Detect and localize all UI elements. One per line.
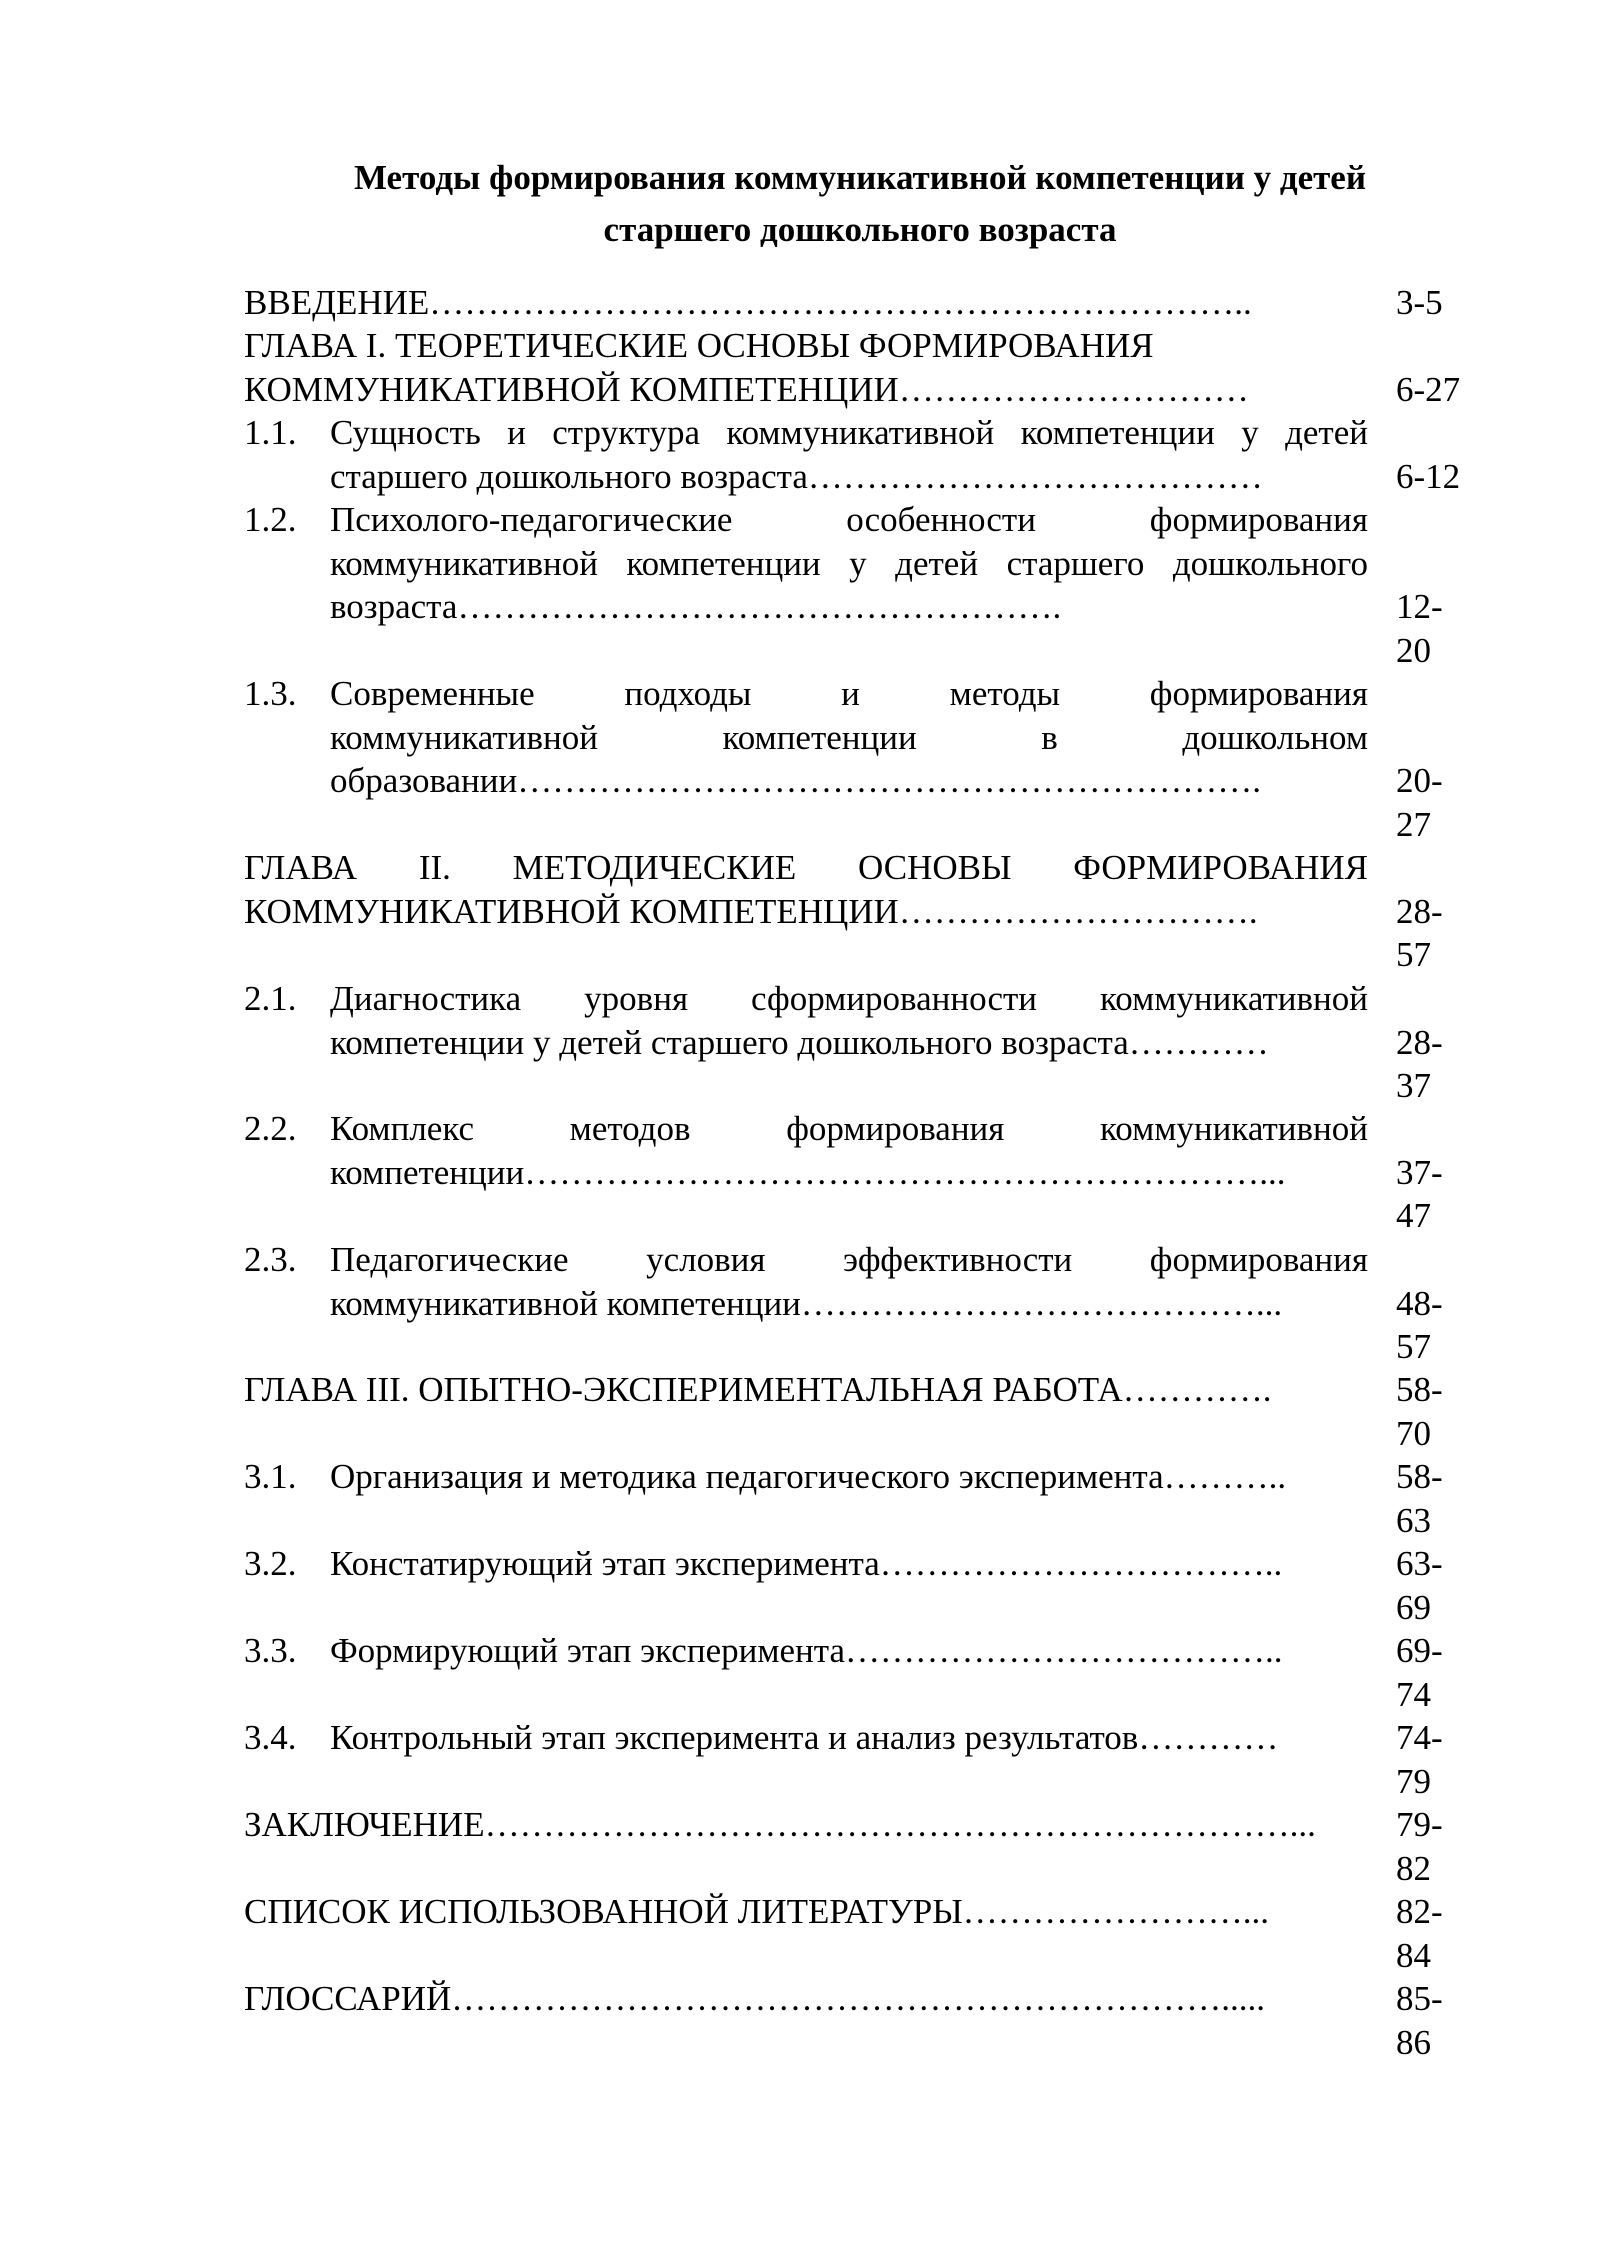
toc-page-start: 28- (1396, 891, 1443, 931)
toc-page-start: 69- (1396, 1631, 1443, 1670)
toc-page-end: 70 (1396, 1413, 1431, 1453)
toc-entry-text: Организация и методика педагогического эксперимента……….. (330, 1457, 1287, 1496)
toc-section-number: 2.1. (244, 979, 297, 1018)
toc-page-start: 58- (1396, 1370, 1443, 1409)
toc-page-range (1396, 1455, 1466, 1542)
toc-section-number: 3.3. (244, 1631, 297, 1670)
toc-section-number: 1.1. (244, 413, 297, 452)
toc-page-range: 6-12 (1396, 456, 1461, 496)
toc-page-start: 20- (1396, 761, 1443, 800)
toc-line: Комплекс методов формирования коммуникативной (330, 1109, 1368, 1148)
toc-page-start: 37- (1396, 1152, 1443, 1192)
toc-page-end: 27 (1396, 804, 1431, 844)
toc-page-end: 20 (1396, 630, 1431, 670)
toc-entry-text: Контрольный этап эксперимента и анализ результатов………… (330, 1718, 1279, 1757)
toc-page-range: 3-5 (1396, 283, 1443, 322)
toc-entry-text (244, 846, 1368, 933)
toc-section-number: 1.3. (244, 674, 297, 713)
toc-page-end: 82 (1396, 1848, 1431, 1888)
toc-line: возраста……………………………………………. (330, 587, 1062, 626)
toc-page-end: 69 (1396, 1587, 1431, 1627)
toc-entry-text: ГЛАВА III. ОПЫТНО-ЭКСПЕРИМЕНТАЛЬНАЯ РАБОТА…………. (244, 1370, 1272, 1409)
toc-entry-text (244, 324, 1368, 411)
toc-page-start: 79- (1396, 1805, 1443, 1844)
toc-page-end: 37 (1396, 1066, 1431, 1105)
toc-section-number: 3.4. (244, 1718, 297, 1757)
toc-entry-text (330, 411, 1368, 498)
toc-line: Психолого-педагогические особенности формирования (330, 500, 1368, 539)
toc-page-range (1396, 1021, 1466, 1108)
toc-section-number: 3.1. (244, 1457, 297, 1496)
toc-line: коммуникативной компетенции в дошкольном (330, 717, 1368, 757)
toc-entry-text (330, 1238, 1368, 1325)
toc-entry-text: ЗАКЛЮЧЕНИЕ……………………………………………………………... (244, 1805, 1316, 1844)
toc-page-end: 57 (1396, 1327, 1431, 1366)
toc-entry-text (330, 977, 1368, 1064)
title-line-1: Методы формирования коммуникативной компетенции у детей (353, 158, 1366, 197)
toc-line: Педагогические условия эффективности формирования (330, 1240, 1368, 1279)
toc-page-end: 74 (1396, 1674, 1431, 1714)
toc-page-range (1396, 1151, 1466, 1238)
toc-page-start: 74- (1396, 1718, 1443, 1757)
toc-page-range (1396, 759, 1466, 846)
toc-page-range (1396, 1629, 1466, 1716)
toc-line: Современные подходы и методы формирования (330, 674, 1368, 713)
toc-page-end: 84 (1396, 1935, 1431, 1975)
toc-line: старшего дошкольного возраста………………………………… (330, 456, 1263, 496)
toc-page-end: 79 (1396, 1761, 1431, 1801)
toc-section-number: 2.2. (244, 1109, 297, 1148)
toc-section-number: 3.2. (244, 1544, 297, 1583)
toc-line: ГЛАВА II. МЕТОДИЧЕСКИЕ ОСНОВЫ ФОРМИРОВАНИЯ (244, 848, 1368, 887)
toc-page-end: 63 (1396, 1500, 1431, 1540)
toc-page-start: 48- (1396, 1283, 1443, 1323)
toc-entry-text (330, 498, 1368, 629)
toc-line: КОММУНИКАТИВНОЙ КОМПЕТЕНЦИИ…………………………. (244, 891, 1258, 931)
toc-entry-text: ВВЕДЕНИЕ…………………………………………………………….. (244, 283, 1252, 322)
toc-entry-text (330, 1107, 1368, 1194)
toc-entry-text: Констатирующий этап эксперимента…………………………….. (330, 1544, 1283, 1583)
toc-line: коммуникативной компетенции у детей старшего дошкольного (330, 543, 1368, 583)
toc-page-range (1396, 585, 1466, 672)
toc-line: Сущность и структура коммуникативной компетенции у детей (330, 413, 1368, 452)
toc-page-start: 58- (1396, 1457, 1443, 1496)
toc-entry-text: СПИСОК ИСПОЛЬЗОВАННОЙ ЛИТЕРАТУРЫ……………………... (244, 1892, 1269, 1931)
toc-page-end: 57 (1396, 935, 1431, 974)
toc-page-start: 63- (1396, 1544, 1443, 1583)
toc-entry-text: ГЛОССАРИЙ…………………………………………………………..... (244, 1979, 1266, 2018)
title-line-2: старшего дошкольного возраста (603, 210, 1117, 249)
toc-page-range (1396, 1282, 1466, 1369)
toc-page-start: 28- (1396, 1022, 1443, 1062)
toc-page-range (1396, 1977, 1466, 2064)
toc-entry-text: Формирующий этап эксперимента……………………………….. (330, 1631, 1283, 1670)
toc-line: образовании………………………………………………………. (330, 761, 1262, 800)
toc-page-start: 85- (1396, 1979, 1443, 2018)
toc-section-number: 1.2. (244, 500, 297, 539)
toc-page-range: 6-27 (1396, 369, 1461, 409)
toc-page-range (1396, 1803, 1466, 1890)
toc-page-start: 82- (1396, 1892, 1443, 1931)
toc-page-range (1396, 1368, 1466, 1455)
toc-page-range (1396, 1890, 1466, 1977)
toc-page-start: 12- (1396, 587, 1443, 626)
toc-page-range (1396, 890, 1466, 977)
toc-line: КОММУНИКАТИВНОЙ КОМПЕТЕНЦИИ………………………… (244, 369, 1249, 409)
toc-page-end: 47 (1396, 1196, 1431, 1235)
toc-section-number: 2.3. (244, 1240, 297, 1279)
toc-page-range (1396, 1542, 1466, 1629)
toc-line: коммуникативной компетенции…………………………………... (330, 1283, 1283, 1323)
toc-line: компетенции………………………………………………………... (330, 1152, 1286, 1192)
toc-entry-text (330, 672, 1368, 803)
toc-line: Диагностика уровня сформированности коммуникативной (330, 979, 1368, 1018)
toc-page-end: 86 (1396, 2022, 1431, 2062)
toc-page-range (1396, 1716, 1466, 1803)
toc-line: ГЛАВА I. ТЕОРЕТИЧЕСКИЕ ОСНОВЫ ФОРМИРОВАНИЯ (244, 326, 1154, 365)
toc-line: компетенции у детей старшего дошкольного возраста………… (330, 1022, 1269, 1062)
